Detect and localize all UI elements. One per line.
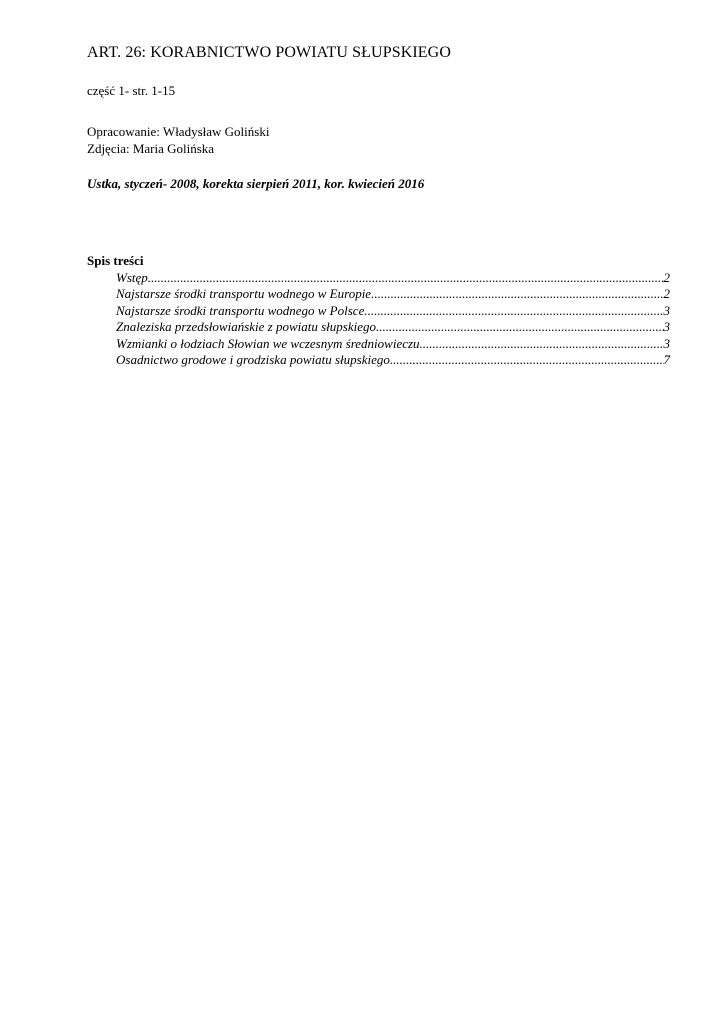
toc-heading: Spis treści [87, 253, 144, 268]
toc-entry-title: Wzmianki o łodziach Słowian we wczesnym średniowieczu [116, 335, 420, 351]
dateline: Ustka, styczeń- 2008, korekta sierpień 2011, kor. kwiecień 2016 [87, 176, 425, 191]
toc-entry-page: 2 [663, 286, 670, 302]
toc-entry-page: 3 [663, 302, 670, 318]
toc-dot-leader [420, 336, 664, 352]
toc-entry-page: 3 [663, 335, 670, 351]
toc-dot-leader [371, 286, 663, 302]
prepared-by: Opracowanie: Władysław Goliński [87, 124, 270, 139]
credits [87, 123, 269, 157]
toc-entry-page: 7 [663, 351, 670, 367]
photos-by: Zdjęcia: Maria Golińska [87, 141, 215, 156]
toc-entry-title: Najstarsze środki transportu wodnego w Polsce [116, 302, 365, 318]
toc-entry[interactable] [116, 319, 670, 335]
toc-entry[interactable] [116, 352, 670, 368]
toc-entry-title: Osadnictwo grodowe i grodziska powiatu słupskiego [116, 351, 390, 367]
toc-entry[interactable] [116, 336, 670, 352]
toc-entry-page: 2 [663, 270, 670, 285]
toc-dot-leader [148, 270, 664, 286]
toc-entry[interactable] [116, 303, 670, 319]
toc-entry-page: 3 [663, 319, 670, 335]
toc-entry[interactable] [116, 286, 670, 302]
document-title: ART. 26: KORABNICTWO POWIATU SŁUPSKIEGO [87, 44, 451, 61]
toc-entry-title: Wstęp [116, 270, 148, 285]
toc-entry-title: Znaleziska przedsłowiańskie z powiatu słupskiego [116, 319, 376, 335]
part-info: część 1- str. 1-15 [87, 83, 176, 98]
toc-dot-leader [364, 303, 663, 319]
table-of-contents [116, 270, 670, 368]
toc-dot-leader [376, 319, 664, 335]
toc-dot-leader [390, 352, 664, 368]
toc-entry-title: Najstarsze środki transportu wodnego w Europie [116, 286, 372, 302]
toc-entry[interactable] [116, 270, 670, 286]
